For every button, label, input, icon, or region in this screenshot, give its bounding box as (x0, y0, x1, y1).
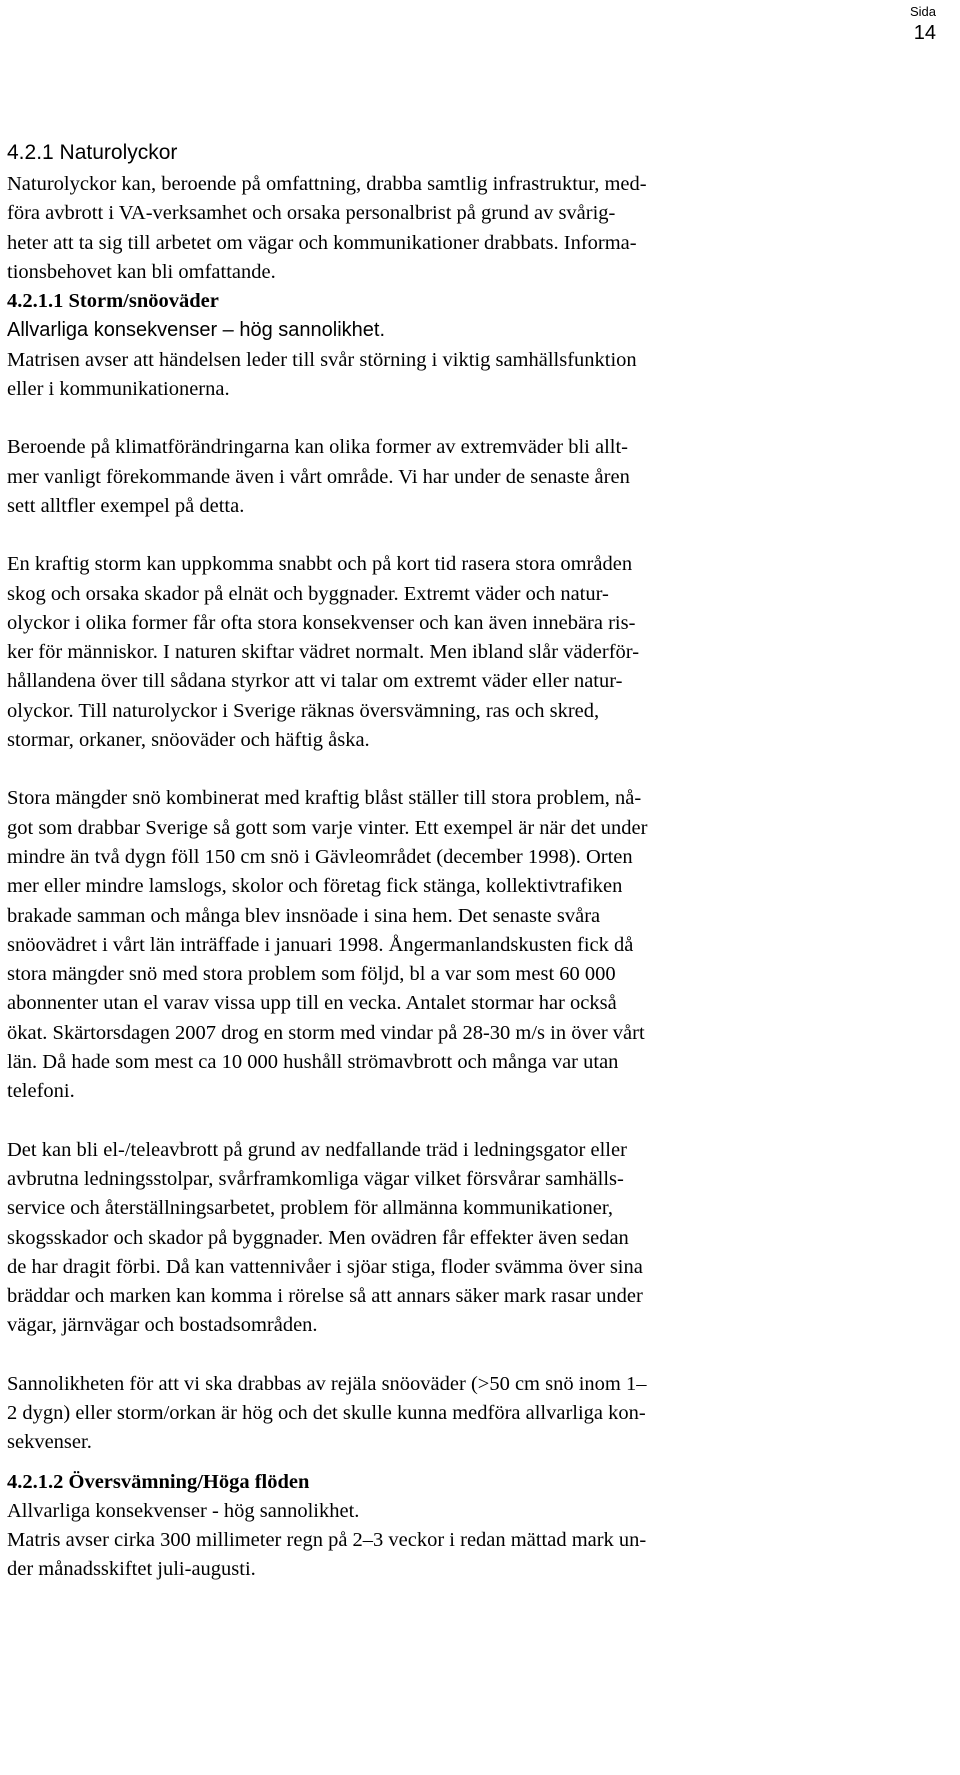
text-line: skog och orsaka skador på elnät och byggnader. Extremt väder och natur- (7, 582, 609, 605)
text-line: stora mängder snö med stora problem som följd, bl a var som mest 60 000 (7, 963, 616, 986)
paragraph (7, 433, 883, 521)
text-line: ökat. Skärtorsdagen 2007 drog en storm med vindar på 28-30 m/s in över vårt (7, 1021, 645, 1044)
page-number-value: 14 (913, 22, 936, 44)
text-line: service och återställningsarbetet, problem för allmänna kommunikationer, (7, 1197, 614, 1220)
section-heading: 4.2.1 Naturolyckor (7, 141, 178, 164)
text-line: Matrisen avser att händelsen leder till svår störning i viktig samhällsfunktion (7, 348, 637, 371)
text-line: Beroende på klimatförändringarna kan olika former av extremväder bli allt- (7, 436, 629, 459)
text-line: tionsbehovet kan bli omfattande. (7, 260, 276, 283)
text-line: olyckor. Till naturolyckor i Sverige räknas översvämning, ras och skred, (7, 699, 600, 722)
text-line: Det kan bli el-/teleavbrott på grund av nedfallande träd i ledningsgator eller (7, 1138, 627, 1161)
text-line: mer eller mindre lamslogs, skolor och företag fick stänga, kollektivtrafiken (7, 875, 623, 898)
text-line: mer vanligt förekommande även i vårt område. Vi har under de senaste åren (7, 465, 630, 488)
text-line: hållandena över till sådana styrkor att vi talar om extremt väder eller natur- (7, 670, 623, 693)
text-line: ker för människor. I naturen skiftar vädret normalt. Men ibland slår väderför- (7, 641, 640, 664)
text-line: Stora mängder snö kombinerat med kraftig blåst ställer till stora problem, nå- (7, 787, 642, 810)
subsection-heading-flood: 4.2.1.2 Översvämning/Höga flöden (7, 1470, 310, 1493)
paragraph (7, 1370, 883, 1458)
paragraph (7, 1136, 883, 1341)
intro-paragraph (7, 170, 883, 287)
consequence-line: Allvarliga konsekvenser – hög sannolikhet. (7, 319, 385, 342)
text-line: vägar, järnvägar och bostadsområden. (7, 1314, 318, 1337)
text-line: län. Då hade som mest ca 10 000 hushåll strömavbrott och många var utan (7, 1051, 619, 1074)
page-number (910, 4, 936, 46)
text-line: heter att ta sig till arbetet om vägar och kommunikationer drabbats. Informa- (7, 231, 637, 254)
text-line: föra avbrott i VA-verksamhet och orsaka personalbrist på grund av svårig- (7, 202, 616, 225)
text-line: Matris avser cirka 300 millimeter regn på 2–3 veckor i redan mättad mark un- (7, 1529, 647, 1552)
subsection-heading-storm: 4.2.1.1 Storm/snöoväder (7, 290, 219, 313)
document-body (7, 140, 883, 1585)
text-line: sekvenser. (7, 1431, 92, 1454)
text-line: bräddar och marken kan komma i rörelse så att annars säker mark rasar under (7, 1285, 643, 1308)
text-line: En kraftig storm kan uppkomma snabbt och på kort tid rasera stora områden (7, 553, 633, 576)
text-line: eller i kommunikationerna. (7, 378, 230, 401)
paragraph (7, 550, 883, 755)
text-line: der månadsskiftet juli-augusti. (7, 1558, 256, 1581)
paragraph (7, 784, 883, 1106)
text-line: snöovädret i vårt län inträffade i januari 1998. Ångermanlandskusten fick då (7, 933, 634, 956)
text-line: Sannolikheten för att vi ska drabbas av rejäla snöoväder (>50 cm snö inom 1– (7, 1372, 647, 1395)
text-line: sett alltfler exempel på detta. (7, 494, 245, 517)
text-line: abonnenter utan el varav vissa upp till en vecka. Antalet stormar har också (7, 992, 617, 1015)
text-line: stormar, orkaner, snöoväder och häftig åska. (7, 729, 370, 752)
text-line: Naturolyckor kan, beroende på omfattning, drabba samtlig infrastruktur, med- (7, 173, 647, 195)
text-line: de har dragit förbi. Då kan vattennivåer i sjöar stiga, floder svämma över sina (7, 1255, 643, 1278)
consequence-line: Allvarliga konsekvenser - hög sannolikhet. (7, 1499, 360, 1522)
text-line: skogsskador och skador på byggnader. Men ovädren får effekter även sedan (7, 1226, 629, 1249)
text-line: olyckor i olika former får ofta stora konsekvenser och kan även innebära ris- (7, 611, 636, 634)
text-line: avbrutna ledningsstolpar, svårframkomliga vägar vilket försvårar samhälls- (7, 1167, 624, 1190)
text-line: 2 dygn) eller storm/orkan är hög och det skulle kunna medföra allvarliga kon- (7, 1401, 646, 1424)
text-line: mindre än två dygn föll 150 cm snö i Gävleområdet (december 1998). Orten (7, 845, 633, 868)
page-number-label: Sida (909, 4, 936, 19)
text-line: brakade samman och många blev insnöade i sina hem. Det senaste svåra (7, 904, 601, 927)
text-line: telefoni. (7, 1080, 75, 1103)
text-line: got som drabbar Sverige så gott som varje vinter. Ett exempel är när det under (7, 816, 648, 839)
